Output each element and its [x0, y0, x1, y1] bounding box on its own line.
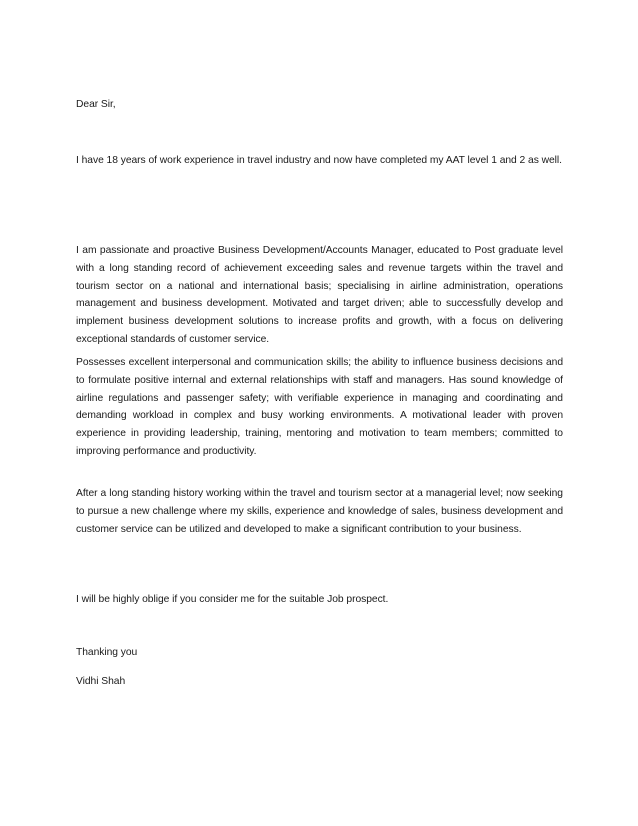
paragraph-goals: After a long standing history working within the travel and tourism sector at a managerial level; now seeking to pursue a new challenge where my skills, experience and knowledge of sales, business development and customer service can be utilized and developed to make a significant contribution to your business.	[76, 488, 563, 535]
paragraph-experience: I have 18 years of work experience in travel industry and now have completed my AAT level 1 and 2 as well.	[76, 155, 562, 166]
paragraph-profile: I am passionate and proactive Business Development/Accounts Manager, educated to Post graduate level with a long standing record of achievement exceeding sales and revenue targets within the travel and tourism sector on a national and international basis; specialising in airline administration, operations management and business development. Motivated and target driven; able to successfully develop and implement business development solutions to increase profits and growth, with a focus on delivering exceptional standards of customer service.	[76, 245, 563, 345]
closing: Thanking you	[76, 647, 138, 658]
signature-name: Vidhi Shah	[76, 676, 126, 687]
salutation: Dear Sir,	[76, 99, 116, 110]
paragraph-request: I will be highly oblige if you consider me for the suitable Job prospect.	[76, 594, 389, 605]
paragraph-skills: Possesses excellent interpersonal and communication skills; the ability to influence business decisions and to formulate positive internal and external relationships with staff and managers. Has sound knowledge of airline regulations and passenger safety; with verifiable experience in managing and coordinating and demanding workload in complex and busy working environments. A motivational leader with proven experience in providing leadership, training, mentoring and motivation to team members; committed to improving performance and productivity.	[76, 357, 563, 457]
